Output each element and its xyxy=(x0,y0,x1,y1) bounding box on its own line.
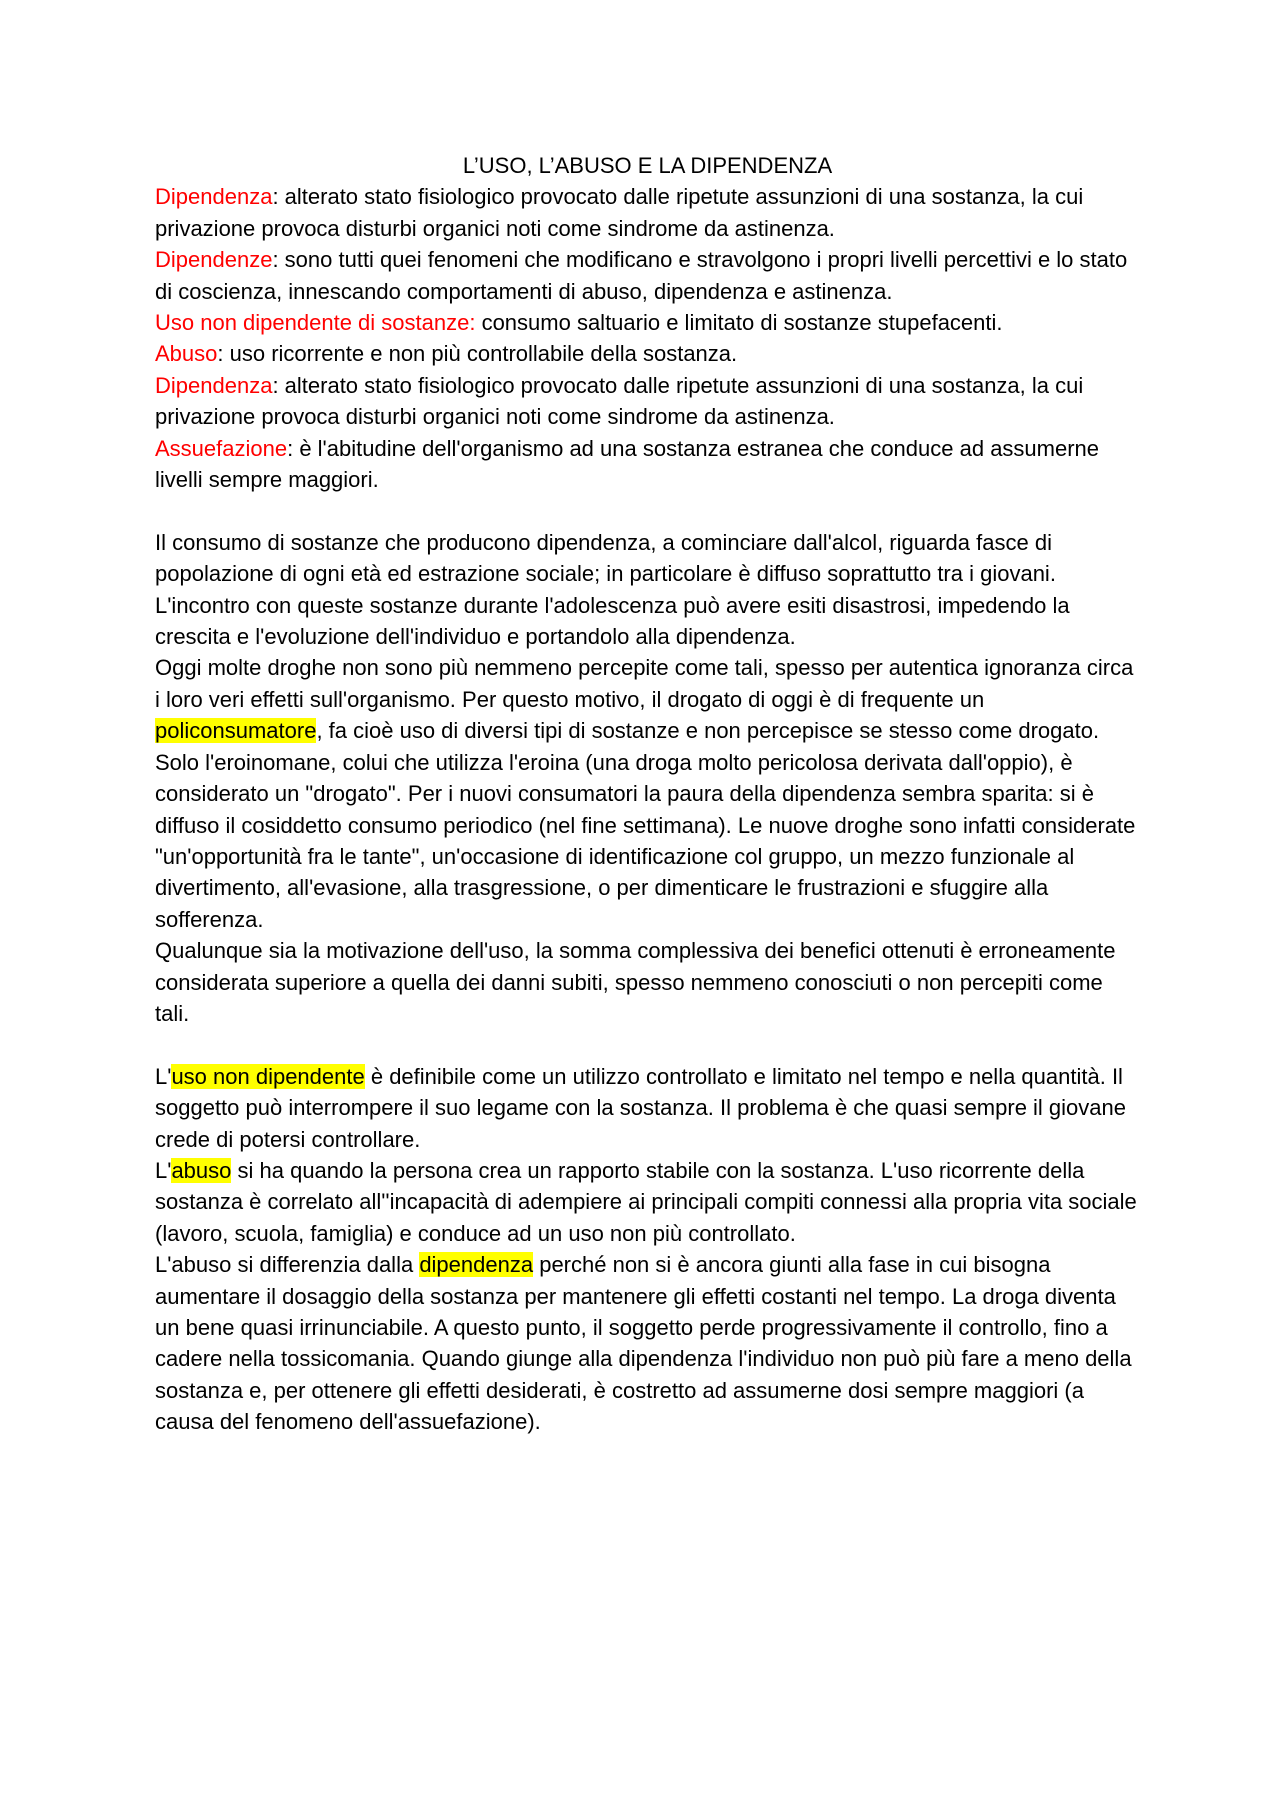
definition-term: Assuefazione xyxy=(155,435,288,461)
highlighted-term: abuso xyxy=(171,1157,232,1183)
definition-term: Dipendenza xyxy=(155,184,273,210)
paragraph-text: L' xyxy=(155,1157,172,1183)
paragraph-text: è definibile come un utilizzo controllato e limitato nel tempo e nella quantità. Il soggetto può interrompere il suo legame con la sostanza. Il problema è che quasi sempre il giovane crede di potersi controllare. xyxy=(155,1063,1126,1152)
paragraph: Il consumo di sostanze che producono dipendenza, a cominciare dall'alcol, riguarda fasce di popolazione di ogni età ed estrazione sociale; in particolare è diffuso soprattutto tra i giovani. L'incontro con queste sostanze durante l'adolescenza può avere esiti disastrosi, impedendo la crescita e l'evoluzione dell'individuo e portandolo alla dipendenza. xyxy=(155,529,1070,650)
paragraph xyxy=(155,652,1140,935)
highlighted-term: uso non dipendente xyxy=(171,1063,365,1089)
paragraph-text: L'abuso si differenzia dalla xyxy=(155,1252,420,1278)
definition-term: Dipendenza xyxy=(155,372,273,398)
paragraph-spacer xyxy=(155,1029,1140,1060)
highlighted-term: policonsumatore xyxy=(155,718,317,744)
paragraph-text: si ha quando la persona crea un rapporto stabile con la sostanza. L'uso ricorrente della sostanza è correlato all''incapacità di adempiere ai principali compiti connessi alla propria vita sociale (lavoro, scuola, famiglia) e conduce ad un uso non più controllato. xyxy=(155,1157,1137,1246)
paragraph xyxy=(155,1155,1140,1249)
paragraph-text: , fa cioè uso di diversi tipi di sostanze e non percepisce se stesso come drogato. Solo l'eroinomane, colui che utilizza l'eroina (una droga molto pericolosa derivata dall'oppio), è considerato un "drogato". Per i nuovi consumatori la paura della dipendenza sembra sparita: si è diffuso il cosiddetto consumo periodico (nel fine settimana). Le nuove droghe sono infatti considerate "un'opportunità fra le tante", un'occasione di identificazione col gruppo, un mezzo funzionale al divertimento, all'evasione, alla trasgressione, o per dimenticare le frustrazioni e sfuggire alla sofferenza. xyxy=(155,718,1136,932)
definition-item xyxy=(155,307,1140,338)
definition-text: : sono tutti quei fenomeni che modificano e stravolgono i propri livelli percettivi e lo stato di coscienza, innescando comportamenti di abuso, dipendenza e astinenza. xyxy=(155,247,1128,304)
paragraph-text: Oggi molte droghe non sono più nemmeno percepite come tali, spesso per autentica ignoranza circa i loro veri effetti sull'organismo. Per questo motivo, il drogato di oggi è di frequente un xyxy=(155,655,1134,712)
paragraph-spacer xyxy=(155,495,1140,526)
document-title: L’USO, L’ABUSO E LA DIPENDENZA xyxy=(462,153,833,178)
definition-term: Abuso xyxy=(155,341,218,367)
section-uso-abuso xyxy=(155,1061,1140,1438)
definition-item xyxy=(155,244,1140,307)
paragraph xyxy=(155,1249,1140,1437)
definition-text: : è l'abitudine dell'organismo ad una sostanza estranea che conduce ad assumerne livelli sempre maggiori. xyxy=(155,435,1100,493)
definitions-list xyxy=(155,181,1140,495)
paragraph-text: L' xyxy=(155,1063,172,1089)
paragraph: Qualunque sia la motivazione dell'uso, la somma complessiva dei benefici ottenuti è erroneamente considerata superiore a quella dei danni subiti, spesso nemmeno conosciuti o non percepiti come tali. xyxy=(155,938,1116,1026)
document-page xyxy=(155,150,1140,1438)
definition-term: Dipendenze xyxy=(155,247,273,273)
definition-text: consumo saltuario e limitato di sostanze stupefacenti. xyxy=(475,310,1003,336)
definition-item xyxy=(155,433,1140,496)
definition-term: Uso non dipendente di sostanze: xyxy=(155,310,476,336)
section-consumo xyxy=(155,527,1140,1030)
definition-text: : uso ricorrente e non più controllabile della sostanza. xyxy=(217,341,738,367)
paragraph-text: perché non si è ancora giunti alla fase in cui bisogna aumentare il dosaggio della sostanza per mantenere gli effetti costanti nel tempo. La droga diventa un bene quasi irrinunciabile. A questo punto, il soggetto perde progressivamente il controllo, fino a cadere nella tossicomania. Quando giunge alla dipendenza l'individuo non può più fare a meno della sostanza e, per ottenere gli effetti desiderati, è costretto ad assumerne dosi sempre maggiori (a causa del fenomeno dell'assuefazione). xyxy=(155,1252,1132,1435)
definition-item xyxy=(155,370,1140,433)
definition-item xyxy=(155,338,1140,369)
definition-item xyxy=(155,181,1140,244)
paragraph xyxy=(155,1061,1140,1155)
definition-text: : alterato stato fisiologico provocato dalle ripetute assunzioni di una sostanza, la cui privazione provoca disturbi organici noti come sindrome da astinenza. xyxy=(155,184,1084,241)
definition-text: : alterato stato fisiologico provocato dalle ripetute assunzioni di una sostanza, la cui privazione provoca disturbi organici noti come sindrome da astinenza. xyxy=(155,372,1084,430)
highlighted-term: dipendenza xyxy=(419,1252,534,1278)
